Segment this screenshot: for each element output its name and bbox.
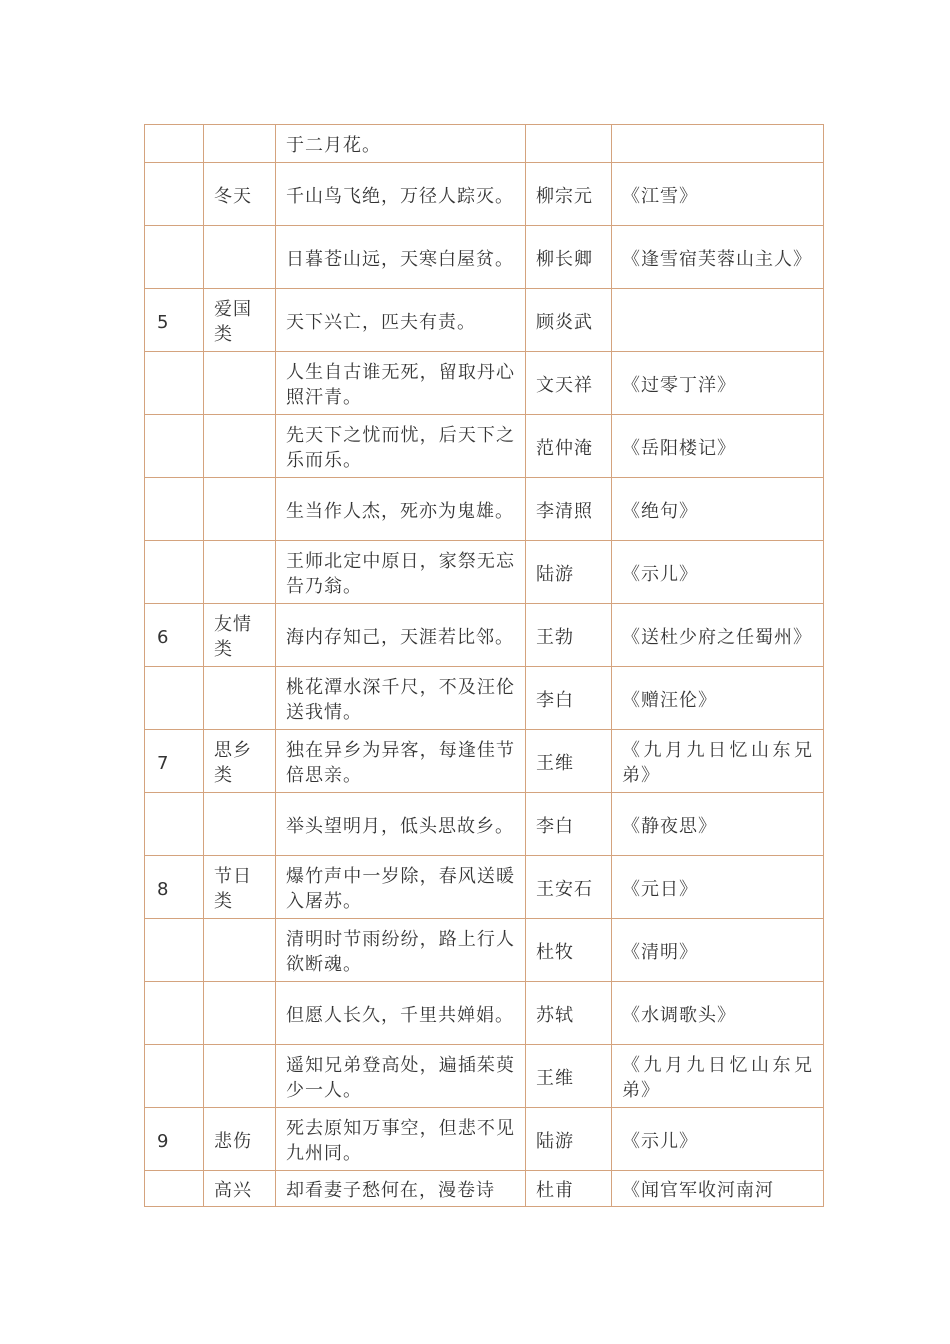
poem-line: 先天下之忧而忧，后天下之乐而乐。 [276,415,526,478]
poet: 范仲淹 [526,415,612,478]
table-row [145,125,824,163]
poem-line: 死去原知万事空，但悲不见九州同。 [276,1108,526,1171]
table-row [145,667,824,730]
table-row [145,478,824,541]
table-row [145,289,824,352]
row-number [145,352,204,415]
poem-title: 《示儿》 [612,1108,824,1171]
row-number [145,667,204,730]
row-number: 8 [145,856,204,919]
poet: 陆游 [526,541,612,604]
category [204,667,276,730]
category [204,793,276,856]
poem-table [144,124,824,1207]
table-row [145,163,824,226]
poem-line: 海内存知己，天涯若比邻。 [276,604,526,667]
poet [526,125,612,163]
category [204,125,276,163]
poem-title: 《赠汪伦》 [612,667,824,730]
category: 思乡类 [204,730,276,793]
poet: 王维 [526,1045,612,1108]
row-number [145,1171,204,1207]
poem-title: 《水调歌头》 [612,982,824,1045]
poet: 杜甫 [526,1171,612,1207]
poem-line: 人生自古谁无死，留取丹心照汗青。 [276,352,526,415]
poet: 柳宗元 [526,163,612,226]
row-number [145,919,204,982]
table-row [145,1171,824,1207]
poem-line: 但愿人长久，千里共婵娟。 [276,982,526,1045]
poem-title: 《送杜少府之任蜀州》 [612,604,824,667]
category: 节日类 [204,856,276,919]
row-number [145,478,204,541]
table-row [145,1108,824,1171]
category [204,982,276,1045]
table-row [145,982,824,1045]
poem-line: 桃花潭水深千尺，不及汪伦送我情。 [276,667,526,730]
category [204,352,276,415]
row-number [145,1045,204,1108]
category: 友情类 [204,604,276,667]
table-row [145,793,824,856]
poem-title [612,289,824,352]
poem-line: 独在异乡为异客，每逢佳节倍思亲。 [276,730,526,793]
row-number: 7 [145,730,204,793]
poem-line: 举头望明月，低头思故乡。 [276,793,526,856]
poem-title: 《绝句》 [612,478,824,541]
poem-title [612,125,824,163]
row-number [145,793,204,856]
poem-title: 《江雪》 [612,163,824,226]
category [204,541,276,604]
table-row [145,226,824,289]
table-row [145,919,824,982]
category: 冬天 [204,163,276,226]
poem-title: 《九月九日忆山东兄弟》 [612,1045,824,1108]
row-number: 9 [145,1108,204,1171]
poem-line: 王师北定中原日，家祭无忘告乃翁。 [276,541,526,604]
poem-title: 《岳阳楼记》 [612,415,824,478]
row-number: 5 [145,289,204,352]
poem-line: 天下兴亡，匹夫有责。 [276,289,526,352]
category: 高兴 [204,1171,276,1207]
poem-line: 生当作人杰，死亦为鬼雄。 [276,478,526,541]
table-row [145,730,824,793]
poem-line: 于二月花。 [276,125,526,163]
poet: 文天祥 [526,352,612,415]
poem-title: 《过零丁洋》 [612,352,824,415]
poem-title: 《静夜思》 [612,793,824,856]
poem-line: 清明时节雨纷纷，路上行人欲断魂。 [276,919,526,982]
poem-title: 《闻官军收河南河 [612,1171,824,1207]
category [204,919,276,982]
table-row [145,541,824,604]
table-row [145,856,824,919]
poet: 王维 [526,730,612,793]
row-number [145,982,204,1045]
poem-title: 《清明》 [612,919,824,982]
poem-line: 遥知兄弟登高处，遍插茱萸少一人。 [276,1045,526,1108]
poet: 李清照 [526,478,612,541]
poem-line: 却看妻子愁何在，漫卷诗 [276,1171,526,1207]
poet: 陆游 [526,1108,612,1171]
poem-title: 《九月九日忆山东兄弟》 [612,730,824,793]
poem-line: 爆竹声中一岁除，春风送暖入屠苏。 [276,856,526,919]
poem-line: 千山鸟飞绝，万径人踪灭。 [276,163,526,226]
poem-title: 《逢雪宿芙蓉山主人》 [612,226,824,289]
poem-title: 《元日》 [612,856,824,919]
category [204,415,276,478]
category [204,1045,276,1108]
table-row [145,1045,824,1108]
row-number [145,415,204,478]
poet: 杜牧 [526,919,612,982]
poet: 顾炎武 [526,289,612,352]
poet: 李白 [526,667,612,730]
poet: 王勃 [526,604,612,667]
category [204,226,276,289]
row-number [145,541,204,604]
category [204,478,276,541]
poem-title: 《示儿》 [612,541,824,604]
poet: 李白 [526,793,612,856]
poet: 苏轼 [526,982,612,1045]
poem-line: 日暮苍山远，天寒白屋贫。 [276,226,526,289]
table-row [145,415,824,478]
row-number: 6 [145,604,204,667]
row-number [145,125,204,163]
row-number [145,226,204,289]
row-number [145,163,204,226]
category: 爱国类 [204,289,276,352]
table-row [145,352,824,415]
category: 悲伤 [204,1108,276,1171]
table-row [145,604,824,667]
poet: 王安石 [526,856,612,919]
poet: 柳长卿 [526,226,612,289]
